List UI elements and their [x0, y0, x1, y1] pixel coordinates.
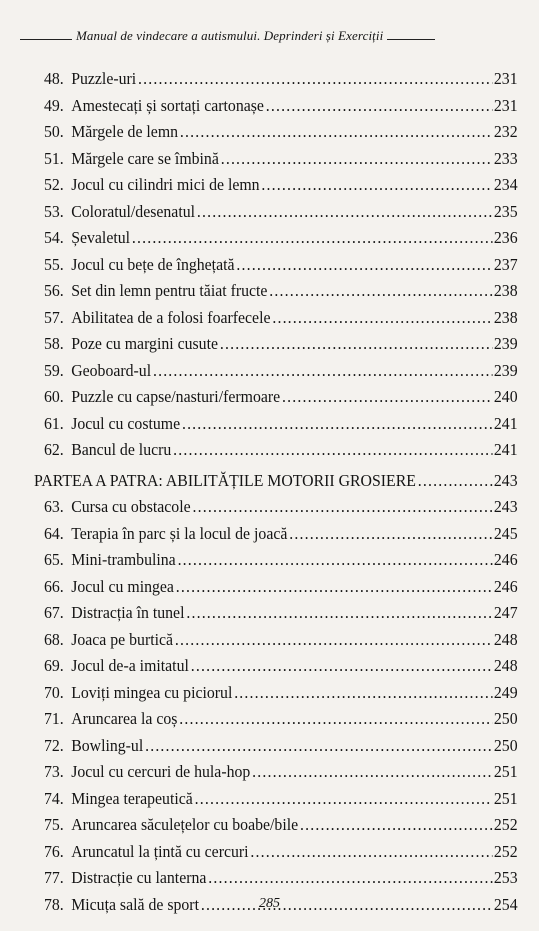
- toc-entry: [34, 574, 518, 601]
- toc-entry: [34, 547, 518, 574]
- entry-page: 253: [493, 868, 518, 887]
- entry-number: 49.: [43, 95, 64, 115]
- dot-leader: [282, 384, 492, 411]
- dot-leader: [418, 468, 492, 495]
- entry-title: Poze cu margini cusute: [71, 334, 218, 353]
- header-rule-right: [387, 39, 435, 40]
- entry-number: 60.: [43, 387, 64, 406]
- dot-leader: [186, 600, 492, 627]
- entry-title: Mărgele de lemn: [71, 122, 179, 141]
- entry-title: Abilitatea de a folosi foarfecele: [71, 307, 271, 327]
- dot-leader: [153, 358, 492, 385]
- entry-page: 243: [493, 497, 518, 516]
- dot-leader: [178, 547, 492, 574]
- toc-entry: [34, 812, 518, 839]
- entry-number: 77.: [43, 868, 64, 887]
- toc-entry: [34, 786, 518, 813]
- entry-number: 73.: [43, 762, 64, 781]
- entry-number: 58.: [43, 334, 64, 353]
- entry-page: 234: [493, 175, 518, 194]
- dot-leader: [250, 839, 492, 866]
- toc-entry: [34, 119, 518, 146]
- toc-entry: [34, 680, 518, 707]
- running-header: [20, 28, 520, 44]
- entry-page: 248: [493, 629, 518, 649]
- table-of-contents: [34, 66, 518, 918]
- toc-entry: [34, 733, 518, 760]
- entry-number: 57.: [43, 307, 64, 327]
- entry-page: 250: [493, 735, 518, 755]
- entry-page: 239: [493, 360, 518, 380]
- entry-number: 51.: [43, 148, 64, 168]
- entry-number: 52.: [43, 175, 64, 194]
- entry-number: 53.: [43, 201, 64, 221]
- entry-page: 246: [493, 550, 518, 569]
- entry-page: 231: [493, 69, 518, 88]
- entry-page: 251: [493, 762, 518, 781]
- entry-number: 75.: [43, 815, 64, 834]
- entry-title: Jocul cu bețe de înghețată: [71, 254, 235, 274]
- section-title: PARTEA A PATRA: ABILITĂȚILE MOTORII GROSIERE: [34, 470, 416, 490]
- dot-leader: [179, 706, 492, 733]
- entry-number: 74.: [43, 788, 64, 808]
- entry-number: 67.: [43, 603, 64, 622]
- entry-title: Jocul cu costume: [71, 413, 181, 433]
- entry-title: Mărgele care se îmbină: [71, 148, 219, 168]
- entry-number: 56.: [43, 281, 64, 300]
- entry-title: Jocul cu cilindri mici de lemn: [71, 175, 260, 194]
- entry-title: Jocul cu mingea: [71, 576, 174, 596]
- entry-page: 247: [493, 603, 518, 622]
- dot-leader: [132, 225, 492, 252]
- toc-entry: [34, 839, 518, 866]
- entry-title: Jocul cu cercuri de hula-hop: [71, 762, 251, 781]
- entry-page: 233: [493, 148, 518, 168]
- dot-leader: [220, 331, 492, 358]
- entry-page: 231: [493, 95, 518, 115]
- entry-title: Puzzle cu capse/nasturi/fermoare: [71, 387, 281, 406]
- toc-entry: [34, 146, 518, 173]
- dot-leader: [272, 305, 492, 332]
- entry-number: 64.: [43, 523, 64, 543]
- entry-number: 66.: [43, 576, 64, 596]
- entry-number: 63.: [43, 497, 64, 516]
- dot-leader: [221, 146, 492, 173]
- entry-title: Terapia în parc și la locul de joacă: [71, 523, 288, 543]
- toc-entry: [34, 521, 518, 548]
- entry-number: 61.: [43, 413, 64, 433]
- entry-title: Coloratul/desenatul: [71, 201, 196, 221]
- toc-entry: [34, 252, 518, 279]
- dot-leader: [261, 172, 492, 199]
- entry-page: 246: [493, 576, 518, 596]
- entry-title: Mingea terapeutică: [71, 788, 193, 808]
- section-page: 243: [493, 470, 518, 490]
- dot-leader: [175, 627, 492, 654]
- toc-entry: [34, 600, 518, 627]
- entry-number: 50.: [43, 122, 64, 141]
- entry-number: 78.: [43, 894, 64, 914]
- entry-title: Loviți mingea cu piciorul: [71, 682, 233, 702]
- entry-number: 55.: [43, 254, 64, 274]
- entry-page: 238: [493, 307, 518, 327]
- entry-page: 249: [493, 682, 518, 702]
- entry-title: Bowling-ul: [71, 735, 144, 755]
- entry-page: 250: [493, 709, 518, 728]
- entry-page: 237: [493, 254, 518, 274]
- entry-title: Distracția în tunel: [71, 603, 185, 622]
- entry-number: 76.: [43, 841, 64, 861]
- entry-title: Șevaletul: [71, 228, 131, 247]
- dot-leader: [195, 786, 492, 813]
- toc-entry: [34, 706, 518, 733]
- dot-leader: [145, 733, 492, 760]
- dot-leader: [197, 199, 492, 226]
- entry-number: 48.: [43, 69, 64, 88]
- toc-entry: [34, 627, 518, 654]
- entry-number: 70.: [43, 682, 64, 702]
- entry-title: Aruncarea la coș: [71, 709, 178, 728]
- entry-title: Puzzle-uri: [71, 69, 137, 88]
- dot-leader: [191, 653, 492, 680]
- entry-page: 238: [493, 281, 518, 300]
- entry-number: 62.: [43, 440, 64, 459]
- entry-number: 72.: [43, 735, 64, 755]
- toc-entry: [34, 437, 518, 464]
- toc-entry: [34, 305, 518, 332]
- entry-title: Amestecați și sortați cartonașe: [71, 95, 264, 115]
- toc-entry: [34, 384, 518, 411]
- dot-leader: [180, 119, 492, 146]
- entry-title: Aruncarea săculețelor cu boabe/bile: [71, 815, 299, 834]
- dot-leader: [289, 521, 492, 548]
- entry-title: Joaca pe burtică: [71, 629, 174, 649]
- entry-page: 251: [493, 788, 518, 808]
- entry-number: 71.: [43, 709, 64, 728]
- dot-leader: [173, 437, 492, 464]
- dot-leader: [208, 865, 492, 892]
- header-rule-left: [20, 39, 72, 40]
- dot-leader: [269, 278, 492, 305]
- entry-title: Jocul de-a imitatul: [71, 656, 189, 675]
- entry-title: Mini-trambulina: [71, 550, 176, 569]
- dot-leader: [234, 680, 492, 707]
- entry-page: 254: [493, 894, 518, 914]
- toc-entry: [34, 278, 518, 305]
- entry-page: 236: [493, 228, 518, 247]
- toc-entry: [34, 759, 518, 786]
- entry-number: 59.: [43, 360, 64, 380]
- entry-number: 69.: [43, 656, 64, 675]
- toc-entry: [34, 172, 518, 199]
- dot-leader: [182, 411, 492, 438]
- toc-entry: [34, 225, 518, 252]
- toc-entry: [34, 411, 518, 438]
- entry-page: 239: [493, 334, 518, 353]
- dot-leader: [252, 759, 492, 786]
- book-title: Manual de vindecare a autismului. Deprinderi și Exerciții: [76, 28, 384, 43]
- dot-leader: [266, 93, 492, 120]
- entry-number: 68.: [43, 629, 64, 649]
- toc-entry: [34, 653, 518, 680]
- entry-page: 240: [493, 387, 518, 406]
- entry-page: 252: [493, 815, 518, 834]
- toc-entry: [34, 199, 518, 226]
- entry-title: Geoboard-ul: [71, 360, 152, 380]
- entry-page: 232: [493, 122, 518, 141]
- entry-title: Micuța sală de sport: [71, 894, 199, 914]
- dot-leader: [176, 574, 492, 601]
- dot-leader: [300, 812, 492, 839]
- toc-entry: [34, 865, 518, 892]
- page-number: 285: [259, 896, 280, 911]
- entry-number: 54.: [43, 228, 64, 247]
- entry-page: 241: [493, 440, 518, 459]
- entry-number: 65.: [43, 550, 64, 569]
- toc-entry: [34, 93, 518, 120]
- toc-entry: [34, 66, 518, 93]
- entry-page: 245: [493, 523, 518, 543]
- entry-title: Set din lemn pentru tăiat fructe: [71, 281, 268, 300]
- dot-leader: [192, 494, 492, 521]
- entry-title: Bancul de lucru: [71, 440, 172, 459]
- toc-entry: [34, 358, 518, 385]
- dot-leader: [236, 252, 492, 279]
- dot-leader: [138, 66, 492, 93]
- entry-title: Aruncatul la țintă cu cercuri: [71, 841, 249, 861]
- entry-page: 248: [493, 656, 518, 675]
- entry-title: Cursa cu obstacole: [71, 497, 191, 516]
- entry-page: 235: [493, 201, 518, 221]
- toc-section-heading: [34, 468, 518, 495]
- toc-entry: [34, 331, 518, 358]
- entry-page: 252: [493, 841, 518, 861]
- toc-entry: [34, 494, 518, 521]
- entry-title: Distracție cu lanterna: [71, 868, 207, 887]
- entry-page: 241: [493, 413, 518, 433]
